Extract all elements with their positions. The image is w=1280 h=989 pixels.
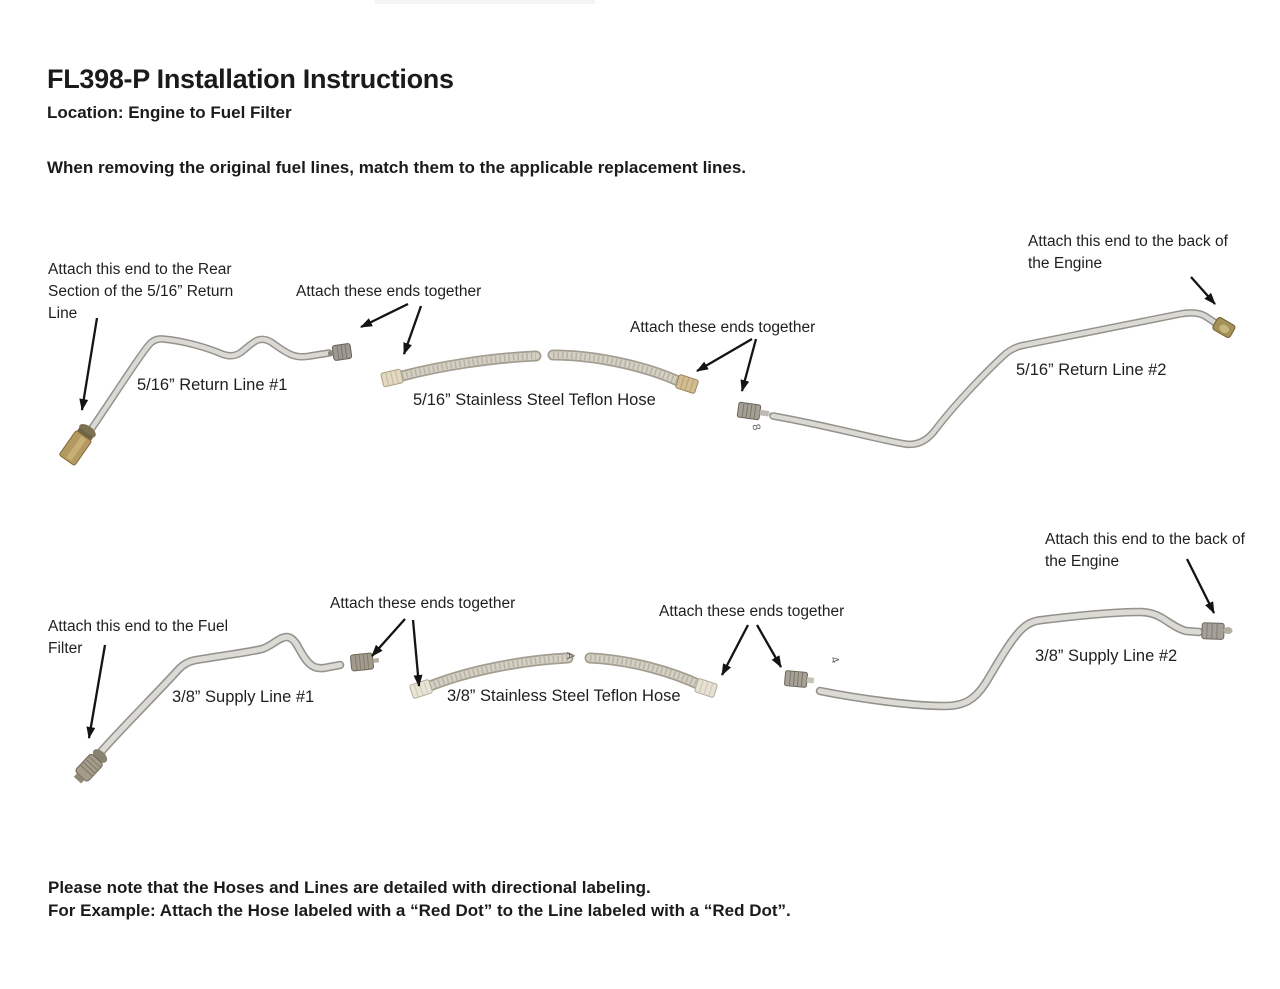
directional-marking-8: 8 <box>749 423 763 432</box>
label-supply-line-1: 3/8” Supply Line #1 <box>172 688 315 706</box>
fitting-supply-line-2-end <box>1202 623 1233 640</box>
footer-note-2: For Example: Attach the Hose labeled with a “Red Dot” to the Line labeled with a “Red Dot”. <box>48 901 791 920</box>
hose-nut-38-left <box>409 679 432 698</box>
union-fitting-38 <box>784 671 814 688</box>
hose-nut-516-right <box>675 374 698 393</box>
page-subtitle: Location: Engine to Fuel Filter <box>47 103 292 122</box>
annotation-line: Line <box>48 305 78 322</box>
annotation-attach-engine-row2 <box>1045 529 1245 573</box>
annotation-line: the Engine <box>1045 553 1120 570</box>
teflon-hose-516 <box>402 355 678 381</box>
annotation-attach-ends-row1-right: Attach these ends together <box>630 319 816 336</box>
hose-nut-38-right <box>694 678 717 697</box>
label-supply-line-2: 3/8” Supply Line #2 <box>1035 647 1178 665</box>
teflon-hose-38 <box>430 658 700 686</box>
page-title: FL398-P Installation Instructions <box>47 64 454 94</box>
annotation-attach-rear-section <box>48 259 233 325</box>
annotation-line: Attach this end to the Fuel <box>48 618 229 635</box>
hose-nut-516-left <box>381 369 404 387</box>
annotation-attach-ends-row2-left: Attach these ends together <box>330 595 516 612</box>
label-hose-38: 3/8” Stainless Steel Teflon Hose <box>447 687 681 705</box>
annotation-attach-fuel-filter <box>48 616 228 660</box>
annotation-line: Attach this end to the back of <box>1028 233 1228 250</box>
tube-nut-return-line-1-end <box>327 343 352 361</box>
annotation-attach-engine-row1 <box>1028 231 1228 275</box>
annotation-attach-ends-row2-right: Attach these ends together <box>659 603 845 620</box>
annotation-line: Attach this end to the back of <box>1045 531 1245 548</box>
annotation-line: Attach this end to the Rear <box>48 261 232 278</box>
label-return-line-2: 5/16” Return Line #2 <box>1016 361 1167 379</box>
label-hose-516: 5/16” Stainless Steel Teflon Hose <box>413 391 656 409</box>
union-fitting-516 <box>737 402 775 422</box>
annotation-attach-ends-row1-left: Attach these ends together <box>296 283 482 300</box>
annotation-line: Filter <box>48 640 83 657</box>
fitting-supply-line-1-end <box>350 652 380 671</box>
annotation-line: the Engine <box>1028 255 1103 272</box>
directional-marking-a: A <box>564 652 576 660</box>
directional-marking-4: 4 <box>827 655 842 665</box>
intro-instruction: When removing the original fuel lines, match them to the applicable replacement lines. <box>47 158 747 177</box>
footer-note-1: Please note that the Hoses and Lines are detailed with directional labeling. <box>48 878 651 897</box>
label-return-line-1: 5/16” Return Line #1 <box>137 376 288 394</box>
annotation-line: Section of the 5/16” Return <box>48 283 234 300</box>
